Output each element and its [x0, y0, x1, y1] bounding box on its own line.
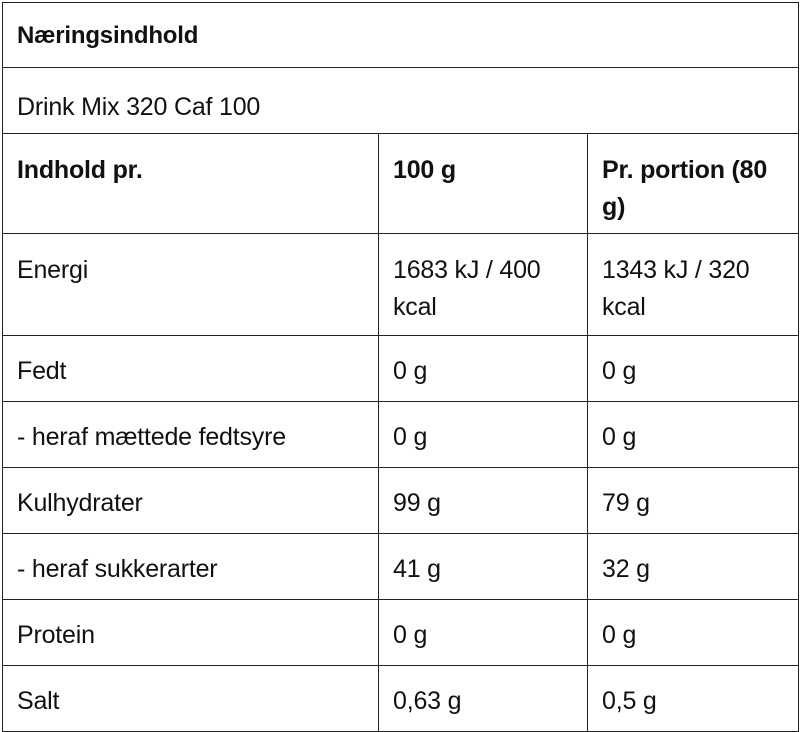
nutrient-label: - heraf sukkerarter: [3, 534, 379, 600]
table-row: [3, 468, 799, 534]
column-header-row: [3, 134, 799, 234]
nutrient-per-100g: 0 g: [379, 336, 588, 402]
nutrient-label: Salt: [3, 666, 379, 732]
nutrient-per-100g: 0,63 g: [379, 666, 588, 732]
table-title: Næringsindhold: [3, 3, 799, 68]
table-row: [3, 666, 799, 732]
product-name-row: [3, 68, 799, 134]
nutrient-per-portion: 0 g: [588, 600, 799, 666]
nutrient-per-portion: 0,5 g: [588, 666, 799, 732]
nutrient-per-portion: 1343 kJ / 320 kcal: [588, 234, 799, 336]
nutrient-per-100g: 0 g: [379, 402, 588, 468]
column-header-per-portion: Pr. portion (80 g): [588, 134, 799, 234]
nutrient-label: Energi: [3, 234, 379, 336]
nutrient-per-100g: 41 g: [379, 534, 588, 600]
nutrient-label: Fedt: [3, 336, 379, 402]
table-row: [3, 534, 799, 600]
nutrient-per-portion: 0 g: [588, 402, 799, 468]
column-header-per-100g: 100 g: [379, 134, 588, 234]
table-row: [3, 234, 799, 336]
nutrient-label: Kulhydrater: [3, 468, 379, 534]
nutrient-per-100g: 0 g: [379, 600, 588, 666]
nutrient-per-portion: 79 g: [588, 468, 799, 534]
nutrient-per-100g: 1683 kJ / 400 kcal: [379, 234, 588, 336]
nutrient-label: Protein: [3, 600, 379, 666]
nutrient-per-100g: 99 g: [379, 468, 588, 534]
nutrient-label: - heraf mættede fedtsyre: [3, 402, 379, 468]
table-row: [3, 600, 799, 666]
table-row: [3, 336, 799, 402]
nutrition-table: [2, 2, 799, 732]
nutrient-per-portion: 32 g: [588, 534, 799, 600]
column-header-content: Indhold pr.: [3, 134, 379, 234]
table-row: [3, 402, 799, 468]
product-name: Drink Mix 320 Caf 100: [3, 68, 799, 134]
nutrient-per-portion: 0 g: [588, 336, 799, 402]
table-title-row: [3, 3, 799, 68]
